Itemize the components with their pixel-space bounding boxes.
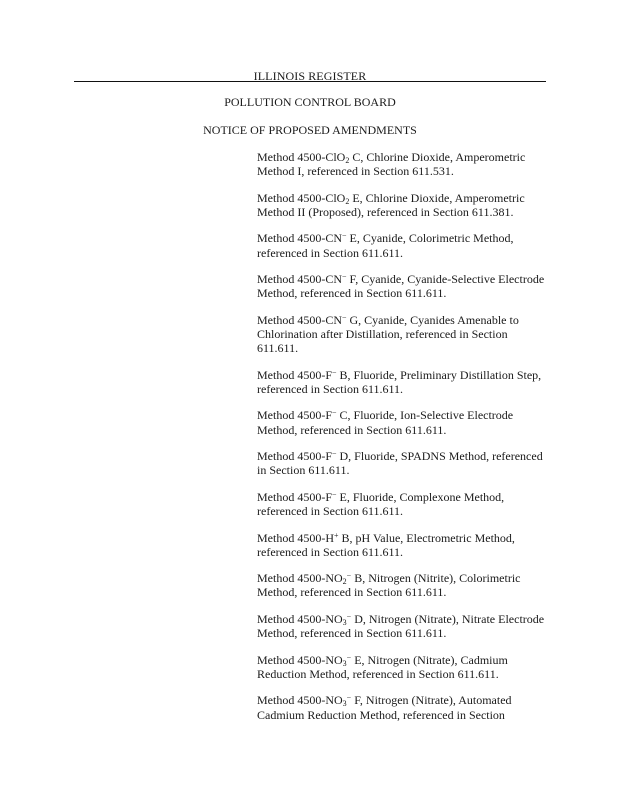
method-code: Method 4500-ClO bbox=[257, 190, 346, 205]
header-rule bbox=[74, 81, 546, 82]
method-superscript: − bbox=[342, 312, 347, 322]
method-code: Method 4500-F bbox=[257, 408, 332, 423]
method-description: B, Fluoride, Preliminary Distillation Step, referenced in Section 611.611. bbox=[257, 367, 542, 396]
method-superscript: − bbox=[332, 367, 337, 377]
method-entry bbox=[257, 653, 547, 681]
method-superscript: − bbox=[346, 571, 352, 581]
method-superscript: − bbox=[346, 652, 352, 662]
method-list bbox=[257, 150, 547, 734]
method-description: B, Nitrogen (Nitrite), Colorimetric Method, referenced in Section 611.611. bbox=[257, 571, 521, 600]
method-description: D, Nitrogen (Nitrate), Nitrate Electrode Method, referenced in Section 611.611. bbox=[257, 611, 545, 641]
method-code: Method 4500-CN bbox=[257, 231, 342, 246]
method-description: F, Nitrogen (Nitrate), Automated Cadmium Reduction Method, referenced in Section bbox=[257, 693, 512, 722]
method-subscript: 3 bbox=[342, 617, 347, 627]
method-entry bbox=[257, 191, 547, 219]
method-code: Method 4500-F bbox=[257, 367, 332, 382]
method-code: Method 4500-NO bbox=[257, 571, 343, 586]
method-description: C, Chlorine Dioxide, Amperometric Method I, referenced in Section 611.531. bbox=[257, 150, 526, 179]
method-code: Method 4500-CN bbox=[257, 312, 342, 327]
method-code: Method 4500-NO bbox=[257, 611, 343, 626]
method-entry bbox=[257, 408, 547, 436]
method-description: G, Cyanide, Cyanides Amenable to Chlorination after Distillation, referenced in Section 611.611. bbox=[257, 312, 519, 356]
method-superscript: + bbox=[334, 530, 339, 540]
method-description: E, Fluoride, Complexone Method, referenced in Section 611.611. bbox=[257, 489, 505, 519]
method-superscript: − bbox=[332, 449, 337, 459]
method-code: Method 4500-CN bbox=[257, 272, 342, 287]
method-entry bbox=[257, 612, 547, 640]
method-subscript: 2 bbox=[342, 577, 347, 587]
method-description: E, Cyanide, Colorimetric Method, referenced in Section 611.611. bbox=[257, 231, 514, 260]
method-superscript: − bbox=[346, 611, 352, 621]
method-code: Method 4500-F bbox=[257, 449, 332, 464]
method-description: C, Fluoride, Ion-Selective Electrode Method, referenced in Section 611.611. bbox=[257, 408, 514, 437]
method-code: Method 4500-NO bbox=[257, 652, 343, 667]
method-subscript: 3 bbox=[342, 699, 347, 709]
method-entry bbox=[257, 313, 547, 356]
method-superscript: − bbox=[342, 272, 347, 282]
method-description: E, Chlorine Dioxide, Amperometric Method II (Proposed), referenced in Section 611.381. bbox=[257, 190, 525, 219]
method-description: D, Fluoride, SPADNS Method, referenced in Section 611.611. bbox=[257, 449, 543, 478]
method-entry bbox=[257, 231, 547, 259]
method-code: Method 4500-NO bbox=[257, 693, 343, 708]
notice-heading: NOTICE OF PROPOSED AMENDMENTS bbox=[203, 123, 417, 137]
method-entry bbox=[257, 150, 547, 178]
method-entry bbox=[257, 571, 547, 599]
register-title: ILLINOIS REGISTER bbox=[253, 69, 367, 83]
method-entry bbox=[257, 693, 547, 721]
method-entry bbox=[257, 490, 547, 518]
method-code: Method 4500-F bbox=[257, 489, 332, 504]
method-superscript: − bbox=[332, 489, 337, 499]
method-subscript: 2 bbox=[345, 196, 350, 206]
agency-name: POLLUTION CONTROL BOARD bbox=[224, 95, 396, 109]
method-description: F, Cyanide, Cyanide-Selective Electrode Method, referenced in Section 611.611. bbox=[257, 272, 545, 301]
method-entry bbox=[257, 449, 547, 477]
method-superscript: − bbox=[342, 231, 347, 241]
method-subscript: 3 bbox=[342, 658, 347, 668]
method-code: Method 4500-ClO bbox=[257, 150, 346, 164]
method-description: B, pH Value, Electrometric Method, referenced in Section 611.611. bbox=[257, 530, 515, 559]
method-code: Method 4500-H bbox=[257, 530, 334, 545]
method-entry bbox=[257, 531, 547, 559]
method-entry bbox=[257, 368, 547, 396]
method-superscript: − bbox=[346, 693, 352, 703]
method-superscript: − bbox=[332, 408, 337, 418]
method-description: E, Nitrogen (Nitrate), Cadmium Reduction Method, referenced in Section 611.611. bbox=[257, 652, 508, 681]
method-subscript: 2 bbox=[345, 156, 350, 165]
method-entry bbox=[257, 272, 547, 300]
